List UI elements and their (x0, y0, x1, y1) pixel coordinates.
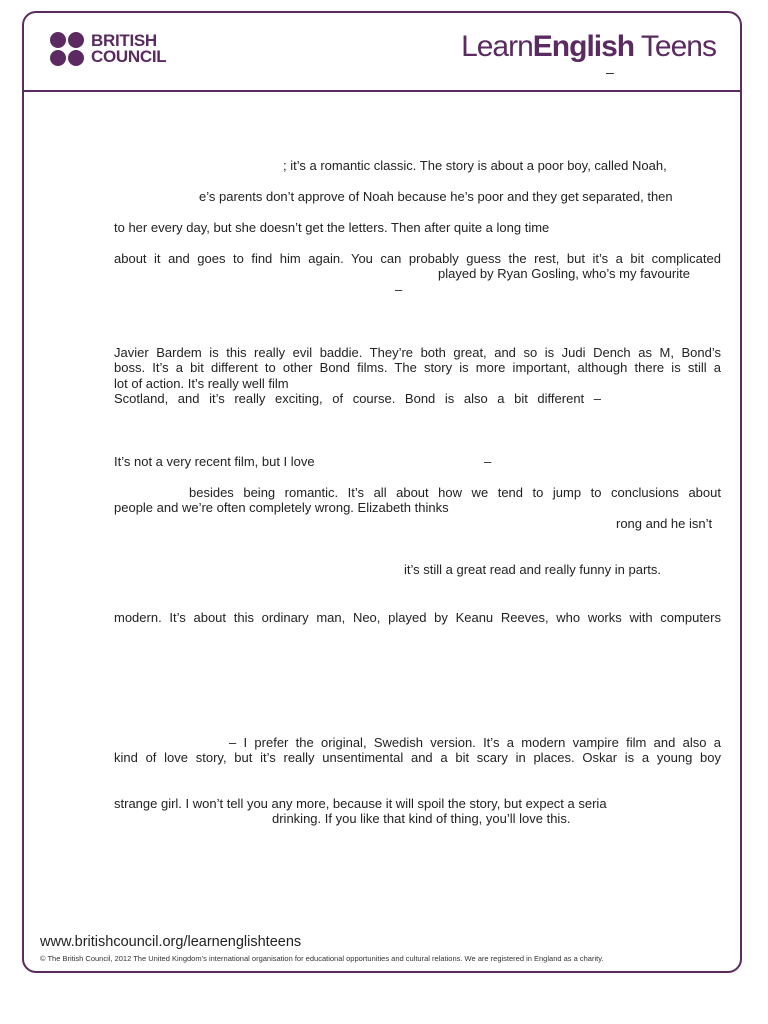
footer-url: www.britishcouncil.org/learnenglishteens (40, 934, 302, 950)
footer-legal: © The British Council, 2012 The United Kingdom’s international organisation for educational opportunities and cultural relations. We are registered in England as a charity. (40, 954, 604, 963)
text-line: – I prefer the original, Swedish version. It’s a modern vampire film and also a (229, 735, 721, 750)
british-council-dots-icon (50, 32, 84, 66)
text-line: – (484, 454, 492, 469)
text-line: modern. It’s about this ordinary man, Neo, played by Keanu Reeves, who works with computers (114, 610, 721, 625)
text-line: strange girl. I won’t tell you any more, because it will spoil the story, but expect a seria (114, 796, 607, 811)
header-divider (22, 90, 742, 92)
text-line: e’s parents don’t approve of Noah because he’s poor and they get separated, then (199, 189, 673, 204)
text-line: to her every day, but she doesn’t get the letters. Then after quite a long time (114, 220, 550, 235)
text-line: drinking. If you like that kind of thing, you’ll love this. (272, 811, 571, 826)
text-line: Javier Bardem is this really evil baddie. They’re both great, and so is Judi Dench as M, Bond’s (114, 345, 721, 360)
text-line: besides being romantic. It’s all about how we tend to jump to conclusions about (189, 485, 721, 500)
text-line: kind of love story, but it’s really unsentimental and a bit scary in places. Oskar is a young boy (114, 750, 721, 765)
text-line: lot of action. It’s really well film (114, 376, 289, 391)
text-line: ; it’s a romantic classic. The story is about a poor boy, called Noah, (283, 158, 667, 173)
text-line: people and we’re often completely wrong. Elizabeth thinks (114, 500, 449, 515)
text-line: Scotland, and it’s really exciting, of course. Bond is also a bit different – (114, 391, 601, 406)
text-line: boss. It’s a bit different to other Bond films. The story is more important, although there is still a (114, 360, 721, 375)
text-line: – (395, 282, 403, 297)
text-line: played by Ryan Gosling, who’s my favourite (438, 266, 690, 281)
learnenglish-teens-logo: LearnEnglish Teens (461, 30, 716, 63)
text-line: rong and he isn’t (616, 516, 713, 531)
text-line: about it and goes to find him again. You can probably guess the rest, but it’s a bit complicated (114, 251, 721, 266)
header-dash: – (606, 64, 614, 80)
british-council-wordmark: BRITISH COUNCIL (91, 31, 167, 66)
text-line: it’s still a great read and really funny in parts. (404, 562, 662, 577)
british-council-logo (50, 32, 166, 66)
text-line: It’s not a very recent film, but I love (114, 454, 315, 469)
